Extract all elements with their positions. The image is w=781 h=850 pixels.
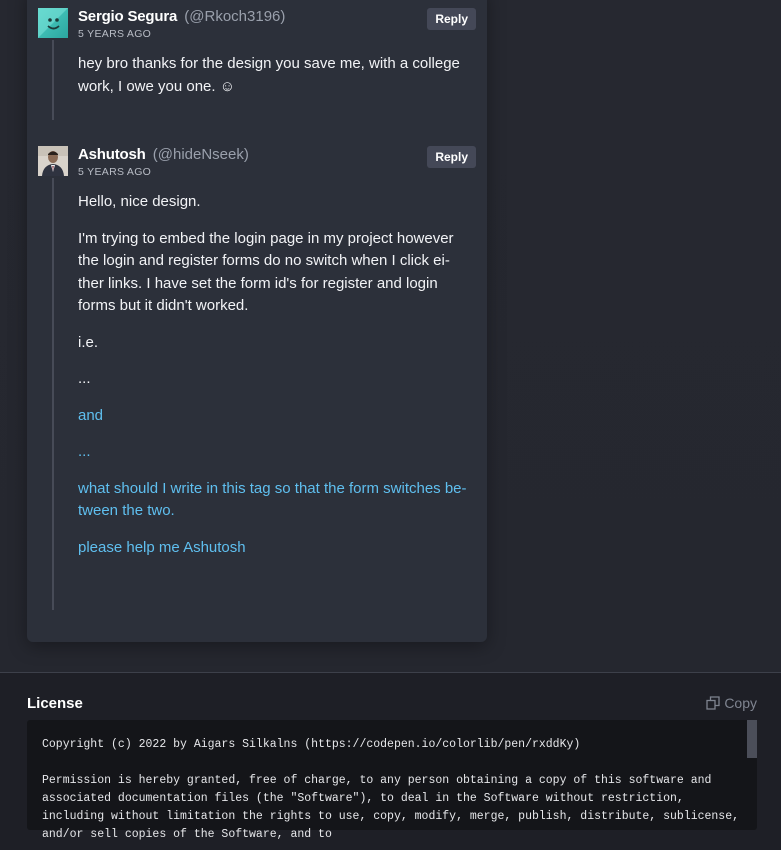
- author-name[interactable]: Sergio Segura: [78, 8, 178, 25]
- comment-body: [78, 191, 468, 559]
- person-photo-avatar-icon: [38, 146, 68, 176]
- comment: [38, 8, 476, 108]
- comment-body: [78, 53, 468, 98]
- section-divider: [0, 672, 781, 673]
- license-text: [42, 736, 746, 844]
- comment: [38, 146, 476, 606]
- comment-paragraph: i.e.: [78, 333, 99, 351]
- author-handle[interactable]: (@Rkoch3196): [184, 8, 286, 25]
- comment-link[interactable]: and: [78, 406, 104, 424]
- license-title: License: [27, 695, 83, 712]
- license-copyright: Copyright (c) 2022 by Aigars Silkalns (https://codepen.io/colorlib/pen/rxddKy): [42, 738, 581, 751]
- copy-button[interactable]: [706, 695, 757, 711]
- scrollbar-thumb[interactable]: [747, 720, 757, 758]
- reply-button[interactable]: Reply: [427, 8, 476, 30]
- author-line: [78, 8, 285, 25]
- author-handle[interactable]: (@hideNseek): [152, 146, 249, 163]
- teal-face-avatar-icon: [38, 8, 68, 38]
- license-permission: Permission is hereby granted, free of charge, to any person obtaining a copy of this software and associated documentation files (the "Software"), to deal in the Software without restriction, including without limitation the rights to use, copy, modify, merge, publish, distribute, sublicense, and/or sell copies of the Software, and to: [42, 774, 746, 841]
- comment-link[interactable]: please help me Ashutosh: [78, 538, 246, 556]
- avatar[interactable]: [38, 8, 68, 38]
- comment-paragraph: hey bro thanks for the design you save me, with a college work, I owe you one. ☺: [78, 55, 460, 95]
- reply-button[interactable]: Reply: [427, 146, 476, 168]
- comment-paragraph: ...: [78, 370, 91, 387]
- comment-link[interactable]: what should I write in this tag so that the form switches be-tween the two.: [78, 479, 467, 519]
- comment-link[interactable]: ...: [78, 443, 91, 460]
- copy-icon: [706, 696, 720, 710]
- timestamp: 5 YEARS AGO: [78, 166, 152, 178]
- avatar[interactable]: [38, 146, 68, 176]
- license-code-box[interactable]: [27, 720, 757, 841]
- author-line: [78, 146, 249, 163]
- timestamp: 5 YEARS AGO: [78, 28, 152, 40]
- copy-label: Copy: [724, 695, 757, 711]
- comment-paragraph: Hello, nice design.: [78, 193, 201, 210]
- author-name[interactable]: Ashutosh: [78, 146, 146, 163]
- comment-paragraph: I'm trying to embed the login page in my project however the login and register forms do no switch when I click ei-ther links. I have set the form id's for register and login forms but it didn't worked.: [78, 229, 454, 314]
